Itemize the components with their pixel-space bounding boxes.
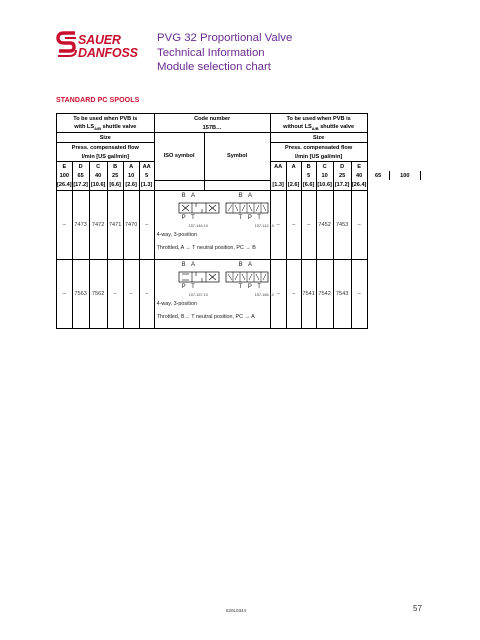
page-header-title bbox=[157, 31, 292, 75]
left-size-letter: D bbox=[72, 162, 89, 172]
iso-ports-bottom: P T bbox=[181, 283, 197, 290]
right-flow-lpm: 65 bbox=[367, 171, 389, 180]
left-size-letter: E bbox=[57, 162, 73, 172]
right-group-header-line1: To be used when PVB is bbox=[270, 114, 367, 124]
right-size-letter: B bbox=[301, 162, 316, 172]
header-title-line2: Technical Information bbox=[157, 46, 265, 59]
right-flow-gpm: [1.3] bbox=[270, 180, 286, 190]
left-flow-gpm: [6.6] bbox=[107, 180, 123, 190]
spool-selection-table bbox=[56, 113, 421, 329]
code-cell: 7472 bbox=[89, 190, 107, 259]
right-flow-lpm: 10 bbox=[316, 171, 333, 180]
right-size-letter: C bbox=[316, 162, 333, 172]
left-flow-lpm: 65 bbox=[72, 171, 89, 180]
code-cell: 7542 bbox=[316, 259, 333, 328]
left-flow-gpm: [17.2] bbox=[72, 180, 89, 190]
header-title-line1: PVG 32 Proportional Valve bbox=[157, 32, 293, 44]
iso-ports-bottom: P T bbox=[181, 214, 197, 221]
symbol-cell bbox=[154, 259, 274, 328]
symbol-caption: 157-142.10 bbox=[254, 223, 274, 228]
code-number-prefix: 157B… bbox=[154, 123, 270, 133]
code-cell: 7562 bbox=[89, 259, 107, 328]
code-cell: – bbox=[57, 190, 73, 259]
left-size-letter: A bbox=[123, 162, 139, 172]
spool-description-line1: 4-way, 3-position bbox=[156, 231, 197, 238]
iso-caption: 157-167.10 bbox=[188, 292, 208, 297]
right-flow-label-line1: Press. compensated flow bbox=[270, 143, 367, 153]
code-number-header: Code number bbox=[154, 114, 270, 124]
code-cell: – bbox=[270, 190, 286, 259]
left-flow-gpm: [1.3] bbox=[139, 180, 154, 190]
code-cell: 7471 bbox=[107, 190, 123, 259]
right-flow-label-line2: l/min [US gal/min] bbox=[270, 152, 367, 162]
right-group-header-line2: without $LS_{A/B}$ shuttle valve bbox=[270, 123, 367, 133]
detailed-valve-symbol-icon bbox=[225, 202, 269, 214]
code-cell: – bbox=[286, 259, 301, 328]
code-cell: 7453 bbox=[333, 190, 351, 259]
right-flow-gpm: [17.2] bbox=[333, 180, 351, 190]
code-cell: 7543 bbox=[333, 259, 351, 328]
spool-description-line1: 4-way, 3-position bbox=[156, 300, 197, 307]
left-flow-gpm: [10.6] bbox=[89, 180, 107, 190]
iso-symbol-header: ISO symbol bbox=[154, 133, 204, 181]
iso-valve-symbol-icon bbox=[177, 271, 221, 283]
table-row bbox=[57, 259, 421, 328]
left-size-letter: C bbox=[89, 162, 107, 172]
code-cell: 7541 bbox=[301, 259, 316, 328]
code-cell: – bbox=[351, 190, 367, 259]
code-cell: – bbox=[123, 259, 139, 328]
right-flow-gpm: [6.6] bbox=[301, 180, 316, 190]
header-title-line3: Module selection chart bbox=[157, 61, 271, 73]
spool-description-line2: Throttled, B→ T neutral position, PC → A bbox=[156, 313, 255, 320]
code-cell: – bbox=[107, 259, 123, 328]
right-flow-lpm: 5 bbox=[301, 171, 316, 180]
code-cell: – bbox=[57, 259, 73, 328]
code-cell: – bbox=[270, 259, 286, 328]
left-flow-lpm: 25 bbox=[107, 171, 123, 180]
code-cell: – bbox=[139, 190, 154, 259]
code-cell: 7470 bbox=[123, 190, 139, 259]
left-flow-gpm: [26.4] bbox=[57, 180, 73, 190]
left-flow-lpm: 100 bbox=[57, 171, 73, 180]
code-cell: – bbox=[286, 190, 301, 259]
table-row bbox=[57, 190, 421, 259]
left-size-label: Size bbox=[57, 133, 155, 143]
right-flow-gpm: [10.6] bbox=[316, 180, 333, 190]
symbol-ports-bottom: T P T bbox=[238, 283, 263, 290]
right-flow-lpm: 100 bbox=[389, 171, 420, 180]
right-flow-lpm: 25 bbox=[333, 171, 351, 180]
page-number: 57 bbox=[413, 604, 422, 613]
right-size-letter: D bbox=[333, 162, 351, 172]
right-flow-lpm: 40 bbox=[351, 171, 367, 180]
code-cell: 7473 bbox=[72, 190, 89, 259]
code-cell: – bbox=[301, 190, 316, 259]
symbol-caption: 157-186.10 bbox=[254, 292, 274, 297]
left-flow-label-line1: Press. compensated flow bbox=[57, 143, 155, 153]
symbol-ports-top: B A bbox=[238, 261, 254, 268]
left-flow-lpm: 5 bbox=[139, 171, 154, 180]
symbol-header: Symbol bbox=[204, 133, 270, 181]
code-cell: 7452 bbox=[316, 190, 333, 259]
left-size-letter: AA bbox=[139, 162, 154, 172]
iso-ports-top: B A bbox=[181, 192, 197, 199]
symbol-cell bbox=[154, 190, 274, 259]
logo-mark-icon bbox=[56, 30, 78, 58]
left-size-letter: B bbox=[107, 162, 123, 172]
detailed-valve-symbol-icon bbox=[225, 271, 269, 283]
right-flow-gpm: [26.4] bbox=[351, 180, 367, 190]
right-size-label: Size bbox=[270, 133, 367, 143]
code-cell: – bbox=[139, 259, 154, 328]
document-code: 520L0344 bbox=[226, 608, 247, 613]
section-title: STANDARD PC SPOOLS bbox=[56, 97, 140, 104]
logo-text-danfoss: DANFOSS bbox=[78, 46, 138, 60]
sauer-danfoss-logo bbox=[56, 30, 152, 70]
right-size-letter: AA bbox=[270, 162, 286, 172]
symbol-ports-bottom: T P T bbox=[238, 214, 263, 221]
logo-text-sauer: SAUER bbox=[78, 33, 121, 47]
left-flow-lpm: 40 bbox=[89, 171, 107, 180]
symbol-ports-top: B A bbox=[238, 192, 254, 199]
iso-ports-top: B A bbox=[181, 261, 197, 268]
spool-description-line2: Throttled, A → T neutral position, PC → B bbox=[156, 244, 256, 251]
left-flow-lpm: 10 bbox=[123, 171, 139, 180]
iso-valve-symbol-icon bbox=[177, 202, 221, 214]
code-cell: – bbox=[351, 259, 367, 328]
left-flow-gpm: [2.6] bbox=[123, 180, 139, 190]
right-flow-gpm: [2.6] bbox=[286, 180, 301, 190]
left-group-header-line1: To be used when PVB is bbox=[57, 114, 155, 124]
right-size-letter: A bbox=[286, 162, 301, 172]
left-group-header-line2: with $LS_{A/B}$ shuttle valve bbox=[57, 123, 155, 133]
code-cell: 7563 bbox=[72, 259, 89, 328]
right-size-letter: E bbox=[351, 162, 367, 172]
left-flow-label-line2: l/min [US gal/min] bbox=[57, 152, 155, 162]
iso-caption: 157-146.10 bbox=[188, 223, 208, 228]
